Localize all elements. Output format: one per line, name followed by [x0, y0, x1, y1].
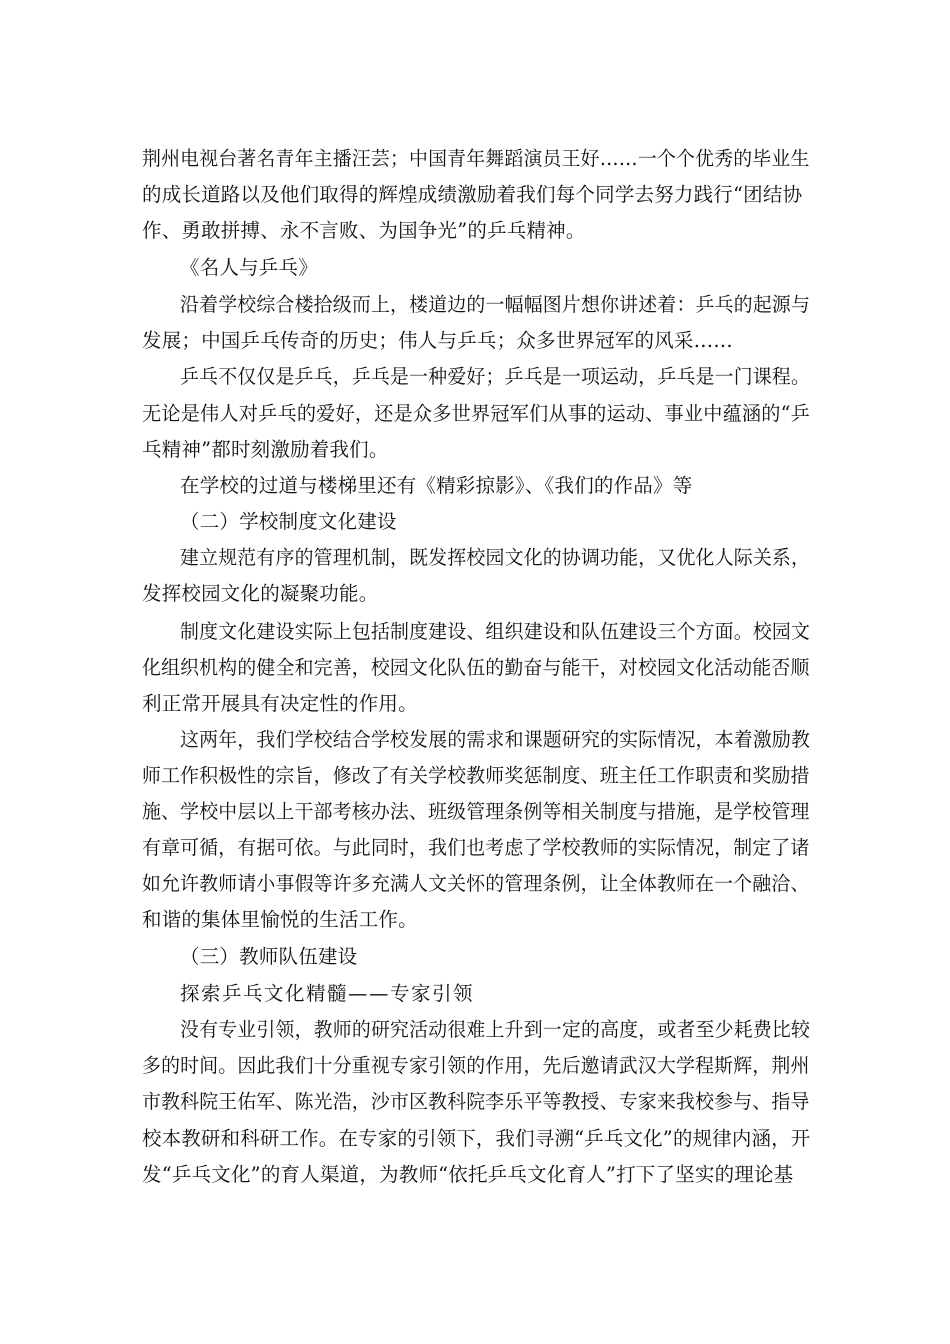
paragraph-line: 作、勇敢拼搏、永不言败、为国争光”的乒乓精神。 — [142, 219, 586, 242]
paragraph-line: 这两年，我们学校结合学校发展的需求和课题研究的实际情况，本着激励教 — [180, 728, 811, 751]
paragraph-line: 在学校的过道与楼梯里还有《精彩掠影》、《我们的作品》等 — [180, 474, 693, 497]
section-title-celebrities-and-pingpong: 《名人与乒乓》 — [180, 256, 318, 279]
paragraph-line: 施、学校中层以上干部考核办法、班级管理条例等相关制度与措施，是学校管理 — [142, 800, 810, 823]
paragraph-line: 沿着学校综合楼拾级而上，楼道边的一幅幅图片想你讲述着：乒乓的起源与 — [180, 293, 811, 316]
paragraph-line: 荆州电视台著名青年主播汪芸；中国青年舞蹈演员王好……一个个优秀的毕业生 — [142, 147, 810, 170]
section-heading-system-culture: （二）学校制度文化建设 — [180, 510, 397, 533]
paragraph-line: 如允许教师请小事假等许多充满人文关怀的管理条例，让全体教师在一个融洽、 — [142, 872, 810, 895]
paragraph-line: 师工作积极性的宗旨，修改了有关学校教师奖惩制度、班主任工作职责和奖励措 — [142, 764, 810, 787]
paragraph-line: 没有专业引领，教师的研究活动很难上升到一定的高度，或者至少耗费比较 — [180, 1018, 811, 1041]
paragraph-line: 和谐的集体里愉悦的生活工作。 — [142, 908, 418, 931]
paragraph-line: 发“乒乓文化”的育人渠道，为教师“依托乒乓文化育人”打下了坚实的理论基 — [142, 1163, 794, 1186]
paragraph-line: 发挥校园文化的凝聚功能。 — [142, 582, 379, 605]
paragraph-line: 建立规范有序的管理机制，既发挥校园文化的协调功能，又优化人际关系， — [180, 546, 811, 569]
paragraph-line: 市教科院王佑军、陈光浩，沙市区教科院李乐平等教授、专家来我校参与、指导 — [142, 1090, 810, 1113]
paragraph-line: 的成长道路以及他们取得的辉煌成绩激励着我们每个同学去努力践行“团结协 — [142, 183, 803, 206]
paragraph-line: 多的时间。因此我们十分重视专家引领的作用，先后邀请武汉大学程斯辉，荆州 — [142, 1054, 810, 1077]
paragraph-line: 无论是伟人对乒乓的爱好，还是众多世界冠军们从事的运动、事业中蕴涵的“乒 — [142, 402, 810, 425]
section-heading-teacher-team: （三）教师队伍建设 — [180, 945, 358, 968]
paragraph-line: 校本教研和科研工作。在专家的引领下，我们寻溯“乒乓文化”的规律内涵，开 — [142, 1127, 811, 1150]
subsection-title-expert-guidance: 探索乒乓文化精髓——专家引领 — [180, 982, 475, 1005]
paragraph-line: 乒乓不仅仅是乒乓，乒乓是一种爱好；乒乓是一项运动，乒乓是一门课程。 — [180, 365, 811, 388]
paragraph-line: 利正常开展具有决定性的作用。 — [142, 692, 418, 715]
paragraph-line: 化组织机构的健全和完善，校园文化队伍的勤奋与能干，对校园文化活动能否顺 — [142, 656, 810, 679]
paragraph-line: 制度文化建设实际上包括制度建设、组织建设和队伍建设三个方面。校园文 — [180, 620, 811, 643]
paragraph-line: 有章可循，有据可依。与此同时，我们也考虑了学校教师的实际情况，制定了诸 — [142, 836, 810, 859]
paragraph-line: 乓精神”都时刻激励着我们。 — [142, 438, 389, 461]
paragraph-line: 发展；中国乒乓传奇的历史；伟人与乒乓；众多世界冠军的风采…… — [142, 329, 734, 352]
